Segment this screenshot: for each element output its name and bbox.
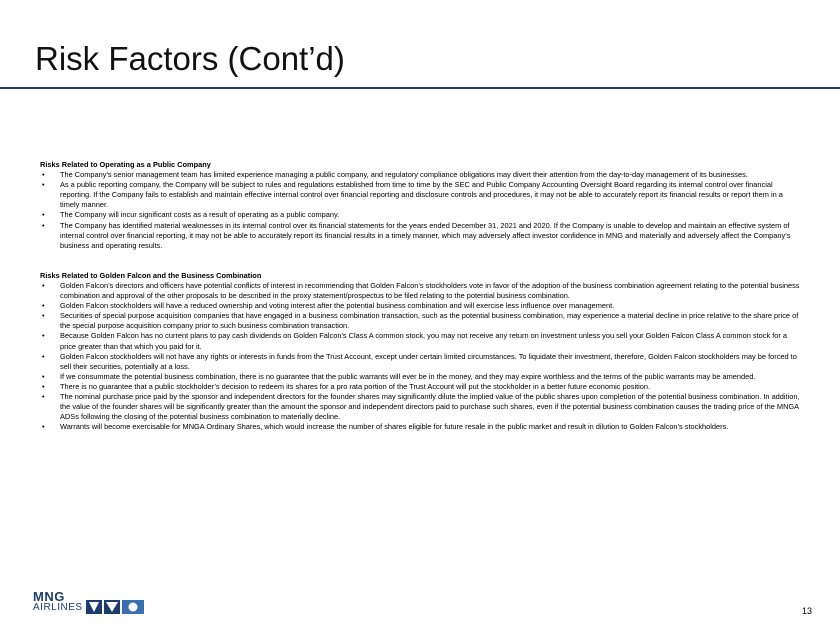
list-item: • The nominal purchase price paid by the sponsor and independent directors for the founder shares may significantly dilute the implied value of the public shares upon completion of the potential business combination. In addition, the value of the founder shares will be significantly greater than the amount the sponsor and independent directors paid to purchase such shares, even if the potential business combination causes the trading price of the MNGA ADSs following the closing of the potential business combination to materially decline. [40, 392, 800, 422]
list-item: • As a public reporting company, the Company will be subject to rules and regulations established from time to time by the SEC and Public Company Accounting Oversight Board regarding its internal control over financial reporting. If the Company fails to establish and maintain effective internal control over financial reporting and disclosure controls and procedures, it may not be able to accurately report its financial results or report them in a timely manner. [40, 180, 800, 210]
list-item: • Because Golden Falcon has no current plans to pay cash dividends on Golden Falcon’s Class A common stock, you may not receive any return on investment unless you sell your Golden Falcon Class A common stock for a price greater than that which you paid for it. [40, 331, 800, 351]
section-spacer [40, 251, 800, 271]
mng-airlines-logo [33, 589, 153, 620]
section-golden-falcon-business-combination [40, 271, 800, 433]
section-heading: Risks Related to Operating as a Public Company [40, 160, 211, 169]
list-item: • Golden Falcon stockholders will not have any rights or interests in funds from the Trust Account, except under certain limited circumstances. To liquidate their investment, therefore, Golden Falcon stockholders may be forced to sell their securities, potentially at a loss. [40, 352, 800, 372]
logo-wordmark-mng: MNG [33, 589, 65, 604]
section-operating-public-company [40, 160, 800, 251]
list-item: • If we consummate the potential business combination, there is no guarantee that the public warrants will ever be in the money, and they may expire worthless and the terms of the public warrants may be amended. [40, 372, 800, 382]
bullet-list [40, 281, 800, 432]
list-item: • Securities of special purpose acquisition companies that have engaged in a business combination transaction, such as the potential business combination, may experience a material decline in price relative to the share price of the special purpose acquisition company prior to such business combination transaction. [40, 311, 800, 331]
title-divider [0, 87, 840, 89]
list-item: • There is no guarantee that a public stockholder’s decision to redeem its shares for a pro rata portion of the Trust Account will put the stockholder in a better future economic position. [40, 382, 800, 392]
section-heading: Risks Related to Golden Falcon and the Business Combination [40, 270, 262, 280]
risk-factors-content [40, 160, 800, 432]
list-item: • The Company will incur significant costs as a result of operating as a public company. [40, 210, 800, 220]
list-item: • The Company’s senior management team has limited experience managing a public company, and regulatory compliance obligations may divert their attention from the day-to-day management of its businesses. [40, 170, 800, 180]
page-title: Risk Factors (Cont’d) [35, 40, 345, 77]
logo-mark-icon [86, 600, 144, 614]
list-item: • Warrants will become exercisable for MNGA Ordinary Shares, which would increase the number of shares eligible for future resale in the public market and result in dilution to Golden Falcon’s stockholders. [40, 422, 800, 432]
list-item: • Golden Falcon stockholders will have a reduced ownership and voting interest after the potential business combination and will exercise less influence over management. [40, 301, 800, 311]
bullet-list [40, 170, 800, 251]
list-item: • The Company has identified material weaknesses in its internal control over its financial statements for the years ended December 31, 2021 and 2020. If the Company is unable to develop and maintain an effective system of internal control over financial reporting, it may not be able to accurately report its financial results in a timely manner, which may adversely affect investor confidence in MNG and materially and adversely affect the Company’s business and operating results. [40, 221, 800, 251]
logo-wordmark-airlines: AIRLINES [33, 602, 83, 613]
page-number: 13 [801, 606, 812, 616]
list-item: • Golden Falcon’s directors and officers have potential conflicts of interest in recommending that Golden Falcon’s stockholders vote in favor of the adoption of the business combination agreement relating to the potential business combination and approval of the other proposals to be described in the proxy statement/prospectus to be filed relating to the potential business combination. [40, 281, 800, 301]
